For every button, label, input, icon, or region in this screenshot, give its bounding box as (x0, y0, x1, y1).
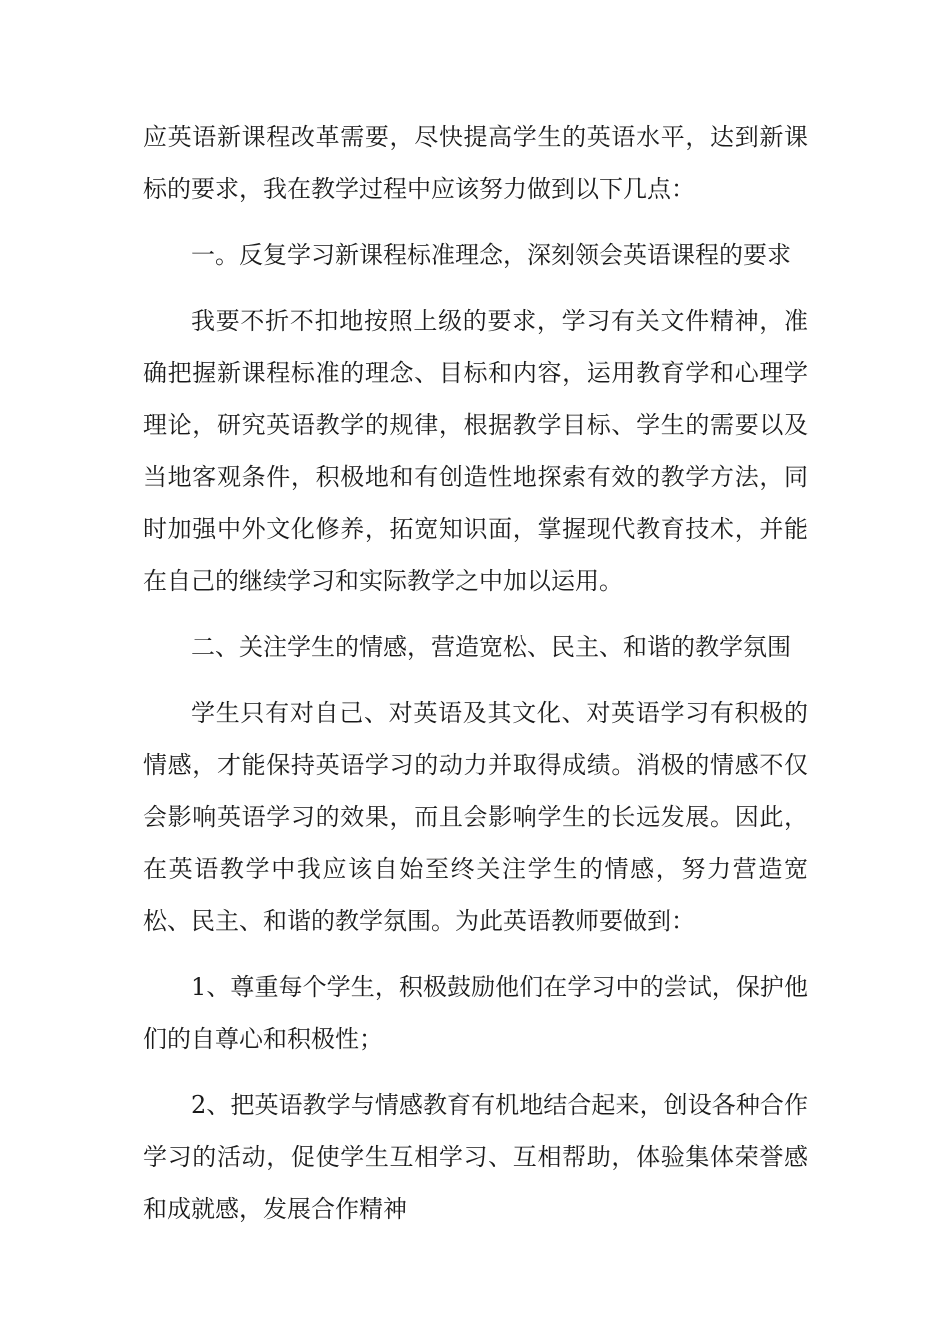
paragraph-body-2: 学生只有对自己、对英语及其文化、对英语学习有积极的情感，才能保持英语学习的动力并取得成绩。消极的情感不仅会影响英语学习的效果，而且会影响学生的长远发展。因此，在英语教学中我应该自始至终关注学生的情感，努力营造宽松、民主、和谐的教学氛围。为此英语教师要做到： (143, 699, 808, 935)
section-heading-1: 一。反复学习新课程标准理念，深刻领会英语课程的要求 (191, 241, 791, 269)
paragraph-intro: 应英语新课程改革需要，尽快提高学生的英语水平，达到新课标的要求，我在教学过程中应该努力做到以下几点： (143, 123, 808, 203)
paragraph-body-1: 我要不折不扣地按照上级的要求，学习有关文件精神，准确把握新课程标准的理念、目标和内容，运用教育学和心理学理论，研究英语教学的规律，根据教学目标、学生的需要以及当地客观条件，积极地和有创造性地探索有效的教学方法，同时加强中外文化修养，拓宽知识面，掌握现代教育技术，并能在自己的继续学习和实际教学之中加以运用。 (143, 307, 808, 595)
list-item-2: 2、把英语教学与情感教育有机地结合起来，创设各种合作学习的活动，促使学生互相学习、互相帮助，体验集体荣誉感和成就感，发展合作精神 (143, 1091, 808, 1223)
document-body (143, 111, 808, 1235)
list-item-1: 1、尊重每个学生，积极鼓励他们在学习中的尝试，保护他们的自尊心和积极性； (143, 973, 808, 1053)
section-heading-2: 二、关注学生的情感，营造宽松、民主、和谐的教学氛围 (191, 633, 791, 661)
